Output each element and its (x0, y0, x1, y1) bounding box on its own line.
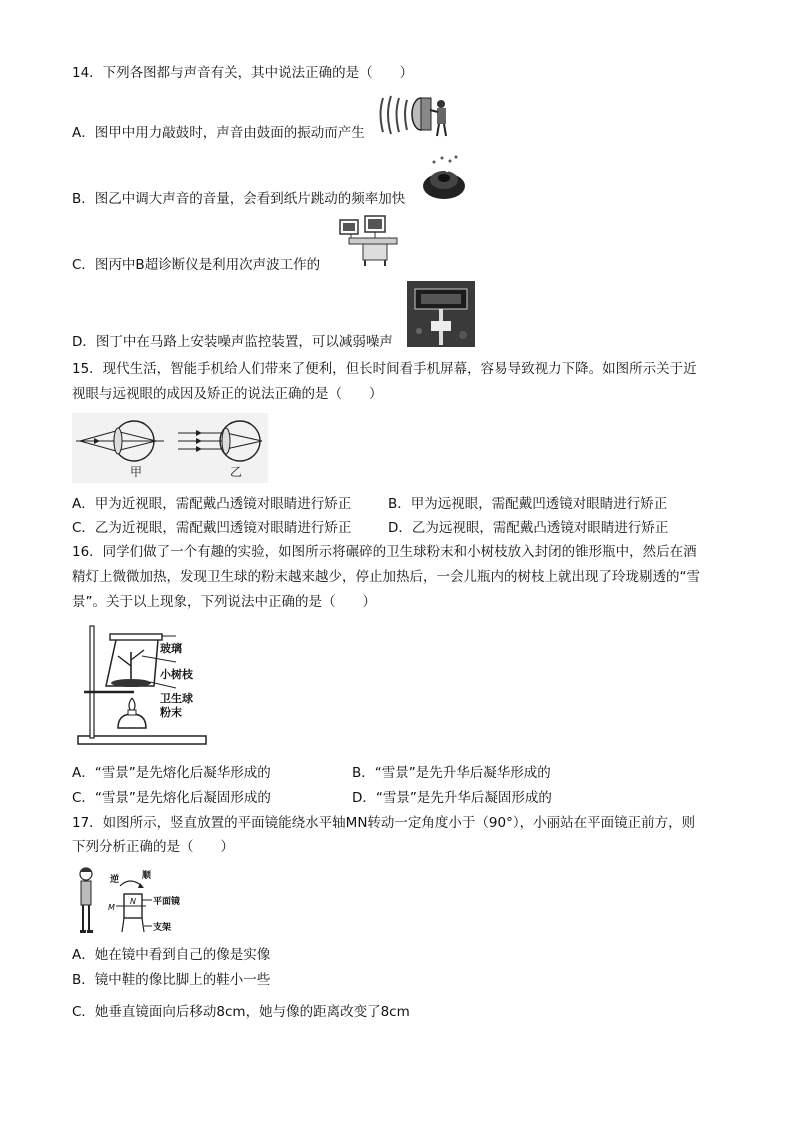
q17-stem-line-2: 下列分析正确的是（ ） (72, 839, 234, 855)
speaker-figure (420, 154, 468, 204)
q17-option-b: B．镜中鞋的像比脚上的鞋小一些 (72, 972, 271, 988)
q17-stem-line-1: 17．如图所示，竖直放置的平面镜能绕水平轴MN转动一定角度小于（90°），小丽站在平面镜正前方，则 (72, 815, 696, 831)
drum-figure (377, 92, 453, 138)
eye-label-jia: 甲 (130, 465, 143, 479)
q17-option-a: A．她在镜中看到自己的像是实像 (72, 947, 271, 963)
sublimation-apparatus-figure (74, 622, 210, 750)
label-n: N (130, 897, 136, 906)
label-mirror: 平面镜 (153, 897, 181, 907)
label-powder-line-2: 粉末 (160, 706, 182, 719)
q14-option-c: C．图丙中B超诊断仪是利用次声波工作的 (72, 257, 321, 273)
label-powder-line-1: 卫生球 (160, 692, 193, 705)
q16-option-d: D．“雪景”是先升华后凝固形成的 (352, 790, 552, 806)
q15-option-b: B．甲为远视眼，需配戴凹透镜对眼睛进行矫正 (388, 496, 668, 512)
q17-option-c: C．她垂直镜面向后移动8cm，她与像的距离改变了8cm (72, 1004, 410, 1020)
label-m: M (108, 903, 115, 912)
label-branch: 小树枝 (160, 668, 193, 681)
q16-option-b: B．“雪景”是先升华后凝华形成的 (352, 765, 551, 781)
mirror-figure (72, 864, 190, 940)
noise-monitor-figure (407, 281, 475, 347)
q15-stem-line-2: 视眼与远视眼的成因及矫正的说法正确的是（ ） (72, 386, 383, 402)
label-stand: 支架 (153, 923, 172, 933)
label-counterclockwise: 逆 (110, 875, 120, 885)
q14-option-a: A．图甲中用力敲鼓时，声音由鼓面的振动而产生 (72, 125, 365, 141)
q15-option-a: A．甲为近视眼，需配戴凸透镜对眼睛进行矫正 (72, 496, 352, 512)
q14-option-d: D．图丁中在马路上安装噪声监控装置，可以减弱噪声 (72, 334, 393, 350)
eye-diagram (72, 413, 268, 483)
q15-option-c: C．乙为近视眼，需配戴凹透镜对眼睛进行矫正 (72, 520, 352, 536)
label-clockwise: 顺 (142, 871, 152, 881)
q14-stem: 14．下列各图都与声音有关，其中说法正确的是（ ） (72, 65, 414, 81)
q15-stem-line-1: 15．现代生活，智能手机给人们带来了便利，但长时间看手机屏幕，容易导致视力下降。如图所示关于近 (72, 361, 697, 377)
label-glass: 玻璃 (160, 642, 182, 655)
q15-option-d: D．乙为远视眼，需配戴凸透镜对眼睛进行矫正 (388, 520, 669, 536)
q16-stem-line-2: 精灯上微微加热，发现卫生球的粉末越来越少，停止加热后，一会儿瓶内的树枝上就出现了玲珑剔透的“雪 (72, 569, 700, 585)
ultrasound-figure (337, 214, 407, 268)
q16-option-c: C．“雪景”是先熔化后凝固形成的 (72, 790, 271, 806)
q16-stem-line-1: 16．同学们做了一个有趣的实验，如图所示将碾碎的卫生球粉末和小树枝放入封闭的锥形瓶中，然后在酒 (72, 544, 697, 560)
eye-label-yi: 乙 (230, 465, 243, 479)
q16-option-a: A．“雪景”是先熔化后凝华形成的 (72, 765, 271, 781)
q16-stem-line-3: 景”。关于以上现象，下列说法中正确的是（ ） (72, 594, 376, 610)
q14-option-b: B．图乙中调大声音的音量，会看到纸片跳动的频率加快 (72, 191, 406, 207)
